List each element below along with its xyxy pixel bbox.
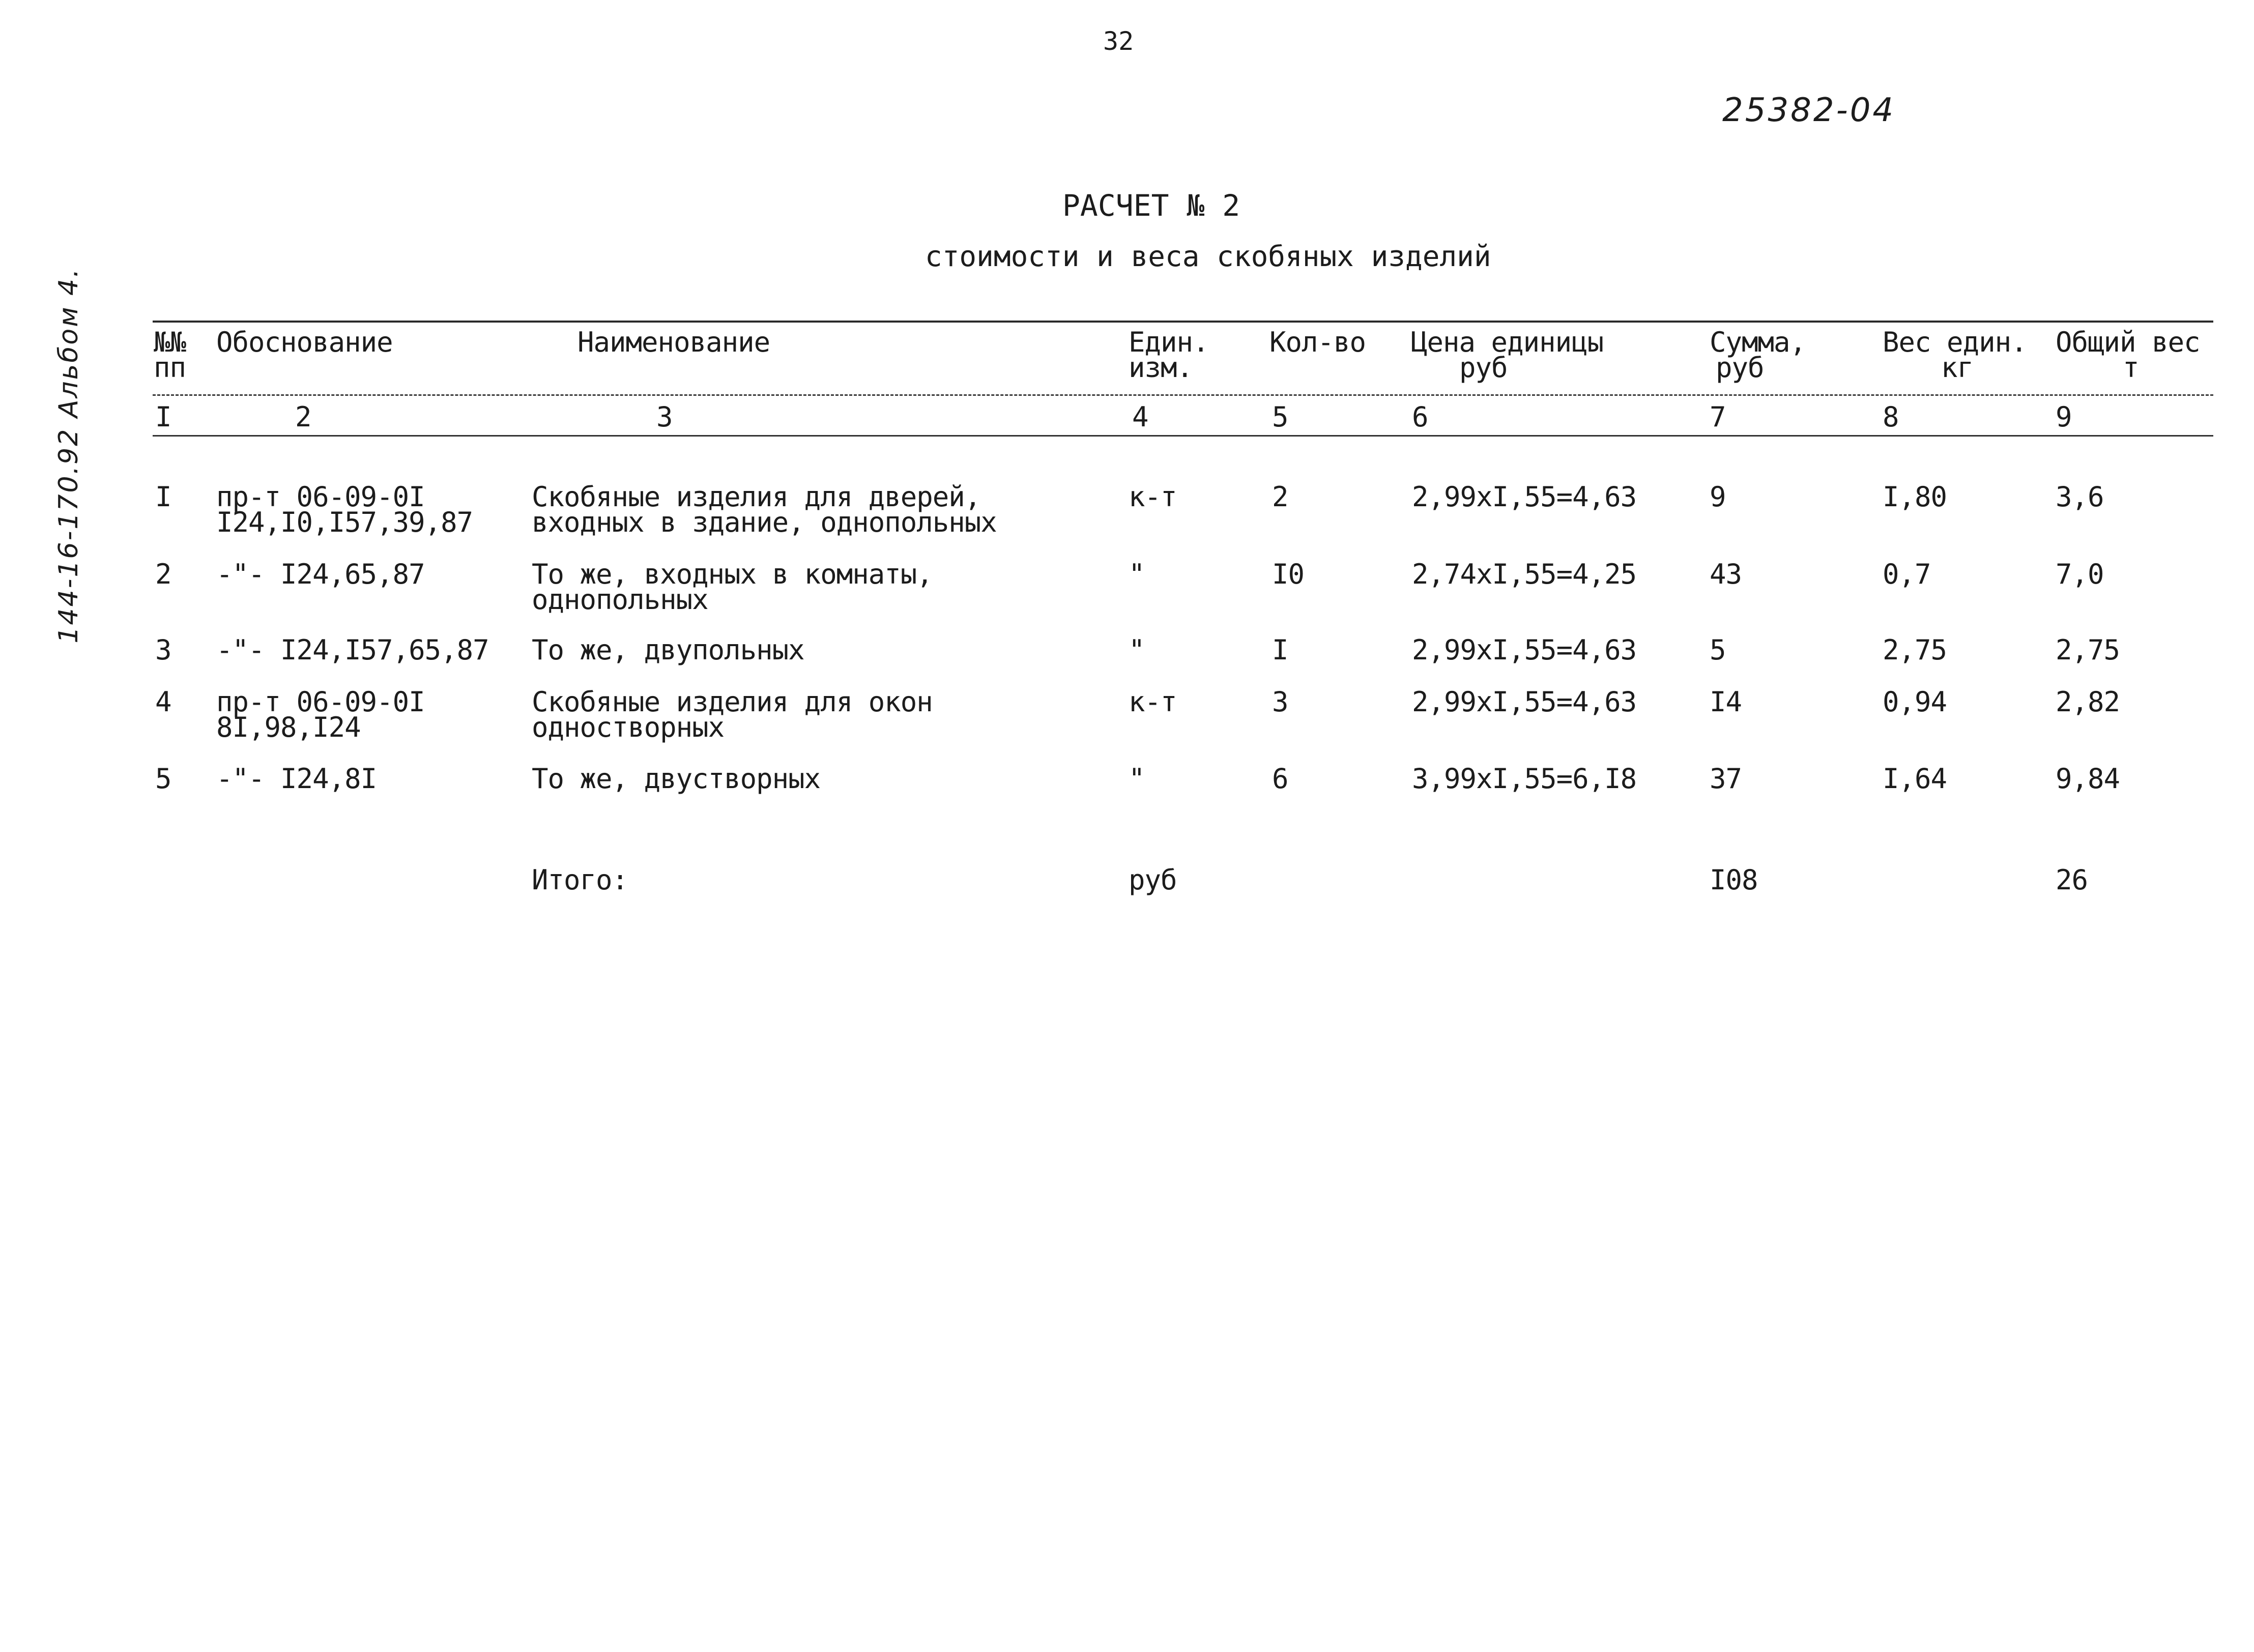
row-unit: к-т <box>1129 686 1177 718</box>
row-total-weight: 9,84 <box>2056 763 2120 795</box>
total-sum: I08 <box>1710 864 1758 896</box>
header-col-8: Вес един. кг <box>1883 326 2027 384</box>
total-weight: 26 <box>2056 864 2088 896</box>
column-number: 2 <box>295 401 311 433</box>
row-total-weight: 7,0 <box>2056 558 2104 590</box>
row-unit: " <box>1129 763 1145 795</box>
row-unit: к-т <box>1129 481 1177 513</box>
header-col-1: №№ пп <box>154 326 186 384</box>
row-basis: пр-т 06-09-0I 8I,98,I24 <box>216 686 425 743</box>
header-col-2: Обоснование <box>216 326 393 358</box>
row-number: 2 <box>155 558 171 590</box>
row-sum: 5 <box>1710 634 1726 666</box>
column-number: 7 <box>1710 401 1726 433</box>
row-unit-weight: 0,7 <box>1883 558 1931 590</box>
row-name: То же, двупольных <box>532 634 804 666</box>
row-name: Скобяные изделия для дверей, входных в здание, однопольных <box>532 481 997 538</box>
row-unit: " <box>1129 558 1145 590</box>
column-number: 6 <box>1412 401 1428 433</box>
row-number: I <box>155 481 171 513</box>
row-total-weight: 2,82 <box>2056 686 2120 718</box>
row-name: То же, входных в комнаты, однопольных <box>532 558 933 616</box>
row-basis: -"- I24,I57,65,87 <box>216 634 489 666</box>
row-sum: 43 <box>1710 558 1742 590</box>
row-basis: -"- I24,65,87 <box>216 558 425 590</box>
row-price: 2,99хI,55=4,63 <box>1412 686 1637 718</box>
page-subtitle: стоимости и веса скобяных изделий <box>925 240 1491 273</box>
column-number: I <box>155 401 171 433</box>
row-quantity: I <box>1272 634 1288 666</box>
column-number: 8 <box>1883 401 1899 433</box>
column-number-rule <box>153 435 2213 437</box>
row-name: Скобяные изделия для окон одностворных <box>532 686 933 743</box>
column-number: 9 <box>2056 401 2072 433</box>
row-name: То же, двустворных <box>532 763 821 795</box>
header-col-7: Сумма, руб <box>1710 326 1806 384</box>
row-unit-weight: I,64 <box>1883 763 1947 795</box>
row-unit-weight: 0,94 <box>1883 686 1947 718</box>
row-quantity: 6 <box>1272 763 1288 795</box>
header-col-4: Един. изм. <box>1129 326 1209 384</box>
row-total-weight: 3,6 <box>2056 481 2104 513</box>
row-price: 2,74хI,55=4,25 <box>1412 558 1637 590</box>
row-unit: " <box>1129 634 1145 666</box>
page-number: 32 <box>1103 26 1134 56</box>
row-sum: 37 <box>1710 763 1742 795</box>
row-price: 3,99хI,55=6,I8 <box>1412 763 1637 795</box>
column-number: 4 <box>1132 401 1148 433</box>
row-unit-weight: 2,75 <box>1883 634 1947 666</box>
row-sum: 9 <box>1710 481 1726 513</box>
row-basis: пр-т 06-09-0I I24,I0,I57,39,87 <box>216 481 473 538</box>
total-unit: руб <box>1129 864 1177 896</box>
header-col-6: Цена единицы руб <box>1411 326 1604 384</box>
column-number: 3 <box>656 401 673 433</box>
row-quantity: 2 <box>1272 481 1288 513</box>
page-title: РАСЧЕТ № 2 <box>1062 188 1240 223</box>
header-col-5: Кол-во <box>1269 326 1366 358</box>
row-quantity: I0 <box>1272 558 1305 590</box>
document-code: 25382-04 <box>1722 92 1896 129</box>
album-margin-note: 144-16-170.92 Альбом 4. <box>53 267 84 644</box>
column-number: 5 <box>1272 401 1288 433</box>
row-number: 3 <box>155 634 171 666</box>
table-top-rule <box>153 321 2213 323</box>
total-label: Итого: <box>532 864 628 896</box>
row-price: 2,99хI,55=4,63 <box>1412 634 1637 666</box>
row-number: 5 <box>155 763 171 795</box>
row-basis: -"- I24,8I <box>216 763 377 795</box>
header-divider-rule <box>153 394 2213 396</box>
row-unit-weight: I,80 <box>1883 481 1947 513</box>
row-quantity: 3 <box>1272 686 1288 718</box>
row-sum: I4 <box>1710 686 1742 718</box>
header-col-3: Наименование <box>577 326 770 358</box>
row-price: 2,99хI,55=4,63 <box>1412 481 1637 513</box>
row-number: 4 <box>155 686 171 718</box>
header-col-9: Общий вес т <box>2056 326 2200 384</box>
row-total-weight: 2,75 <box>2056 634 2120 666</box>
